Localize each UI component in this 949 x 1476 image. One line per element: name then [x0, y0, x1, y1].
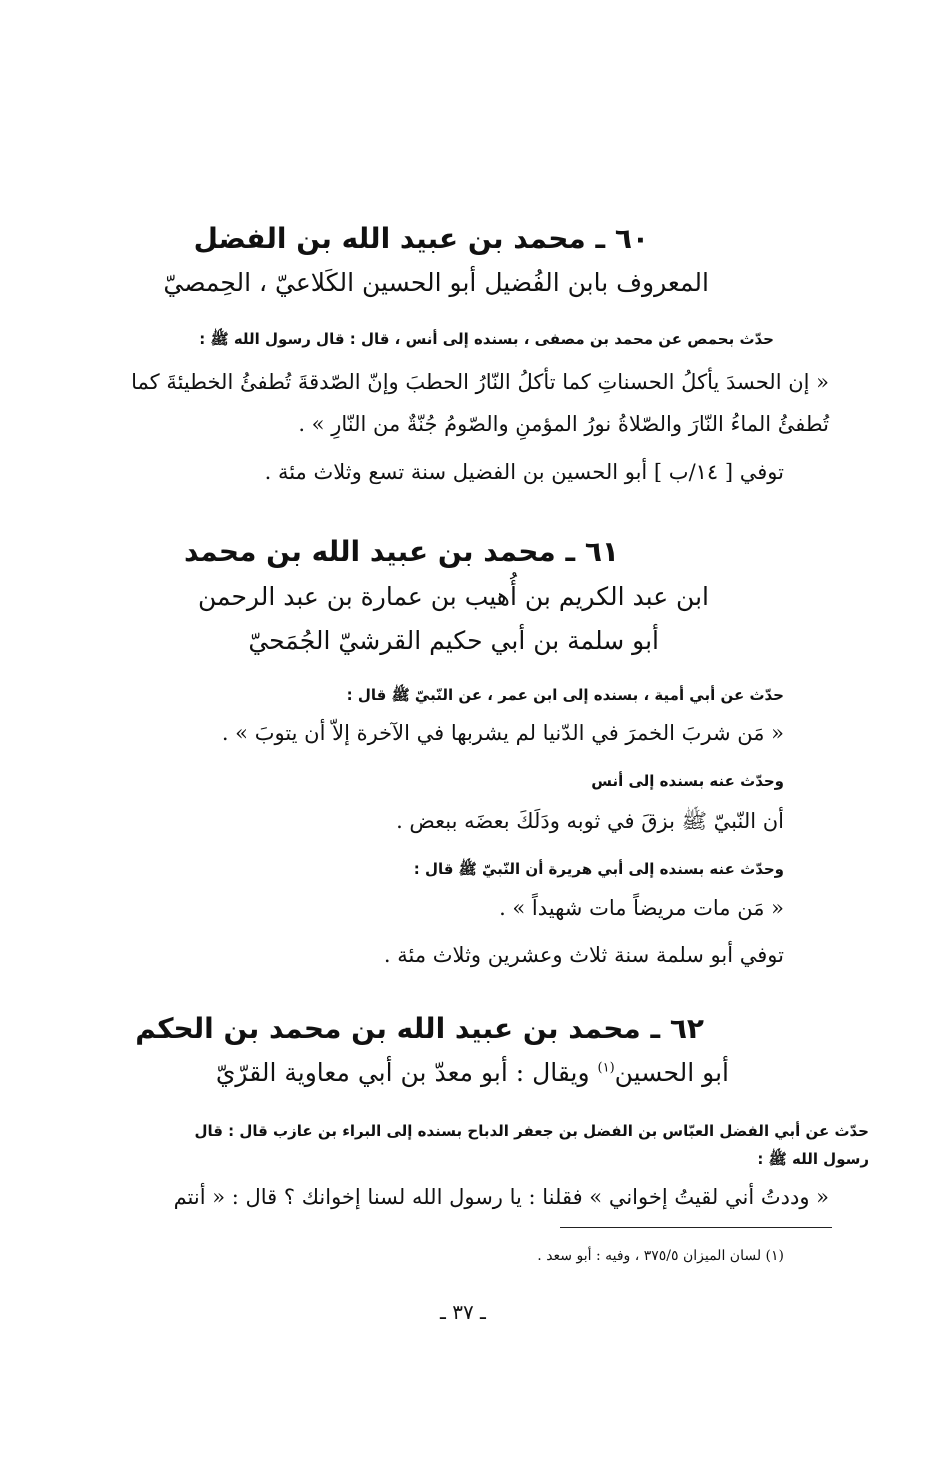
entry-60-title: ٦٠ ـ محمد بن عبيد الله بن الفضل	[193, 222, 649, 255]
entry-62-subtitle-alias: ويقال : أبو معدّ بن أبي معاوية القرّيّ	[215, 1058, 598, 1087]
entry-60-hadith-line-2: تُطفئُ الماءُ النّارَ والصّلاةُ نورُ المؤمنِ والصّومُ جُنّةٌ من النّارِ » .	[298, 412, 829, 436]
entry-60-intro: حدّث بحمص عن محمد بن مصفى ، بسنده إلى أنس ، قال : قال رسول الله ﷺ :	[199, 330, 774, 348]
entry-61-hadith-3: « مَن مات مريضاً مات شهيداً » .	[499, 896, 784, 920]
entry-61-subtitle-line-2: أبو سلمة بن أبي حكيم القرشيّ الجُمَحيّ	[248, 626, 659, 655]
footnote-text: (١) لسان الميزان ٣٧٥/٥ ، وفيه : أبو سعد .	[537, 1248, 784, 1264]
entry-61-intro-3: وحدّث عنه بسنده إلى أبي هريرة أن النّبيّ ﷺ قال :	[413, 860, 784, 878]
entry-60-subtitle: المعروف بابن الفُضيل أبو الحسين الكَلاعيّ ، الحِمصيّ	[163, 268, 709, 297]
entry-61-intro-1: حدّث عن أبي أمية ، بسنده إلى ابن عمر ، عن النّبيّ ﷺ قال :	[346, 686, 784, 704]
entry-62-intro-line-1: حدّث عن أبي الفضل العبّاس بن الفضل بن جعفر الدباح بسنده إلى البراء بن عازب قال : قال	[194, 1122, 869, 1140]
entry-61-hadith-1: « مَن شربَ الخمرَ في الدّنيا لم يشربها في الآخرة إلاّ أن يتوبَ » .	[221, 721, 784, 745]
entry-60-hadith-line-1: « إن الحسدَ يأكلُ الحسناتِ كما تأكلُ النّارُ الحطبَ وإنّ الصّدقةَ تُطفئُ الخطيئةَ كما	[131, 370, 829, 394]
footnote-divider	[560, 1227, 832, 1228]
page-number: ـ ٣٧ ـ	[440, 1300, 486, 1324]
entry-62-title: ٦٢ ـ محمد بن عبيد الله بن محمد بن الحكم	[135, 1012, 704, 1045]
entry-61-hadith-2: أن النّبيّ ﷺ بزقَ في ثوبه ودَلَكَ بعضَه ببعض .	[396, 809, 784, 833]
entry-61-intro-2: وحدّث عنه بسنده إلى أنس	[591, 772, 784, 790]
entry-62-hadith-line-1: « وددتُ أني لقيتُ إخواني » فقلنا : يا رسول الله لسنا إخوانك ؟ قال : « أنتم	[173, 1185, 829, 1209]
entry-62-subtitle-name: أبو الحسين	[614, 1058, 729, 1087]
entry-61-subtitle-line-1: ابن عبد الكريم بن أُهيب بن عمارة بن عبد الرحمن	[197, 582, 709, 611]
entry-62-intro-line-2: رسول الله ﷺ :	[757, 1150, 869, 1168]
entry-61-death: توفي أبو سلمة سنة ثلاث وعشرين وثلاث مئة .	[383, 943, 784, 967]
entry-60-death: توفي [ ١٤/ب ] أبو الحسين بن الفضيل سنة تسع وثلاث مئة .	[264, 460, 784, 484]
footnote-marker[interactable]: (١)	[597, 1060, 615, 1076]
entry-61-title: ٦١ ـ محمد بن عبيد الله بن محمد	[183, 535, 619, 568]
entry-62-subtitle	[216, 1058, 729, 1087]
